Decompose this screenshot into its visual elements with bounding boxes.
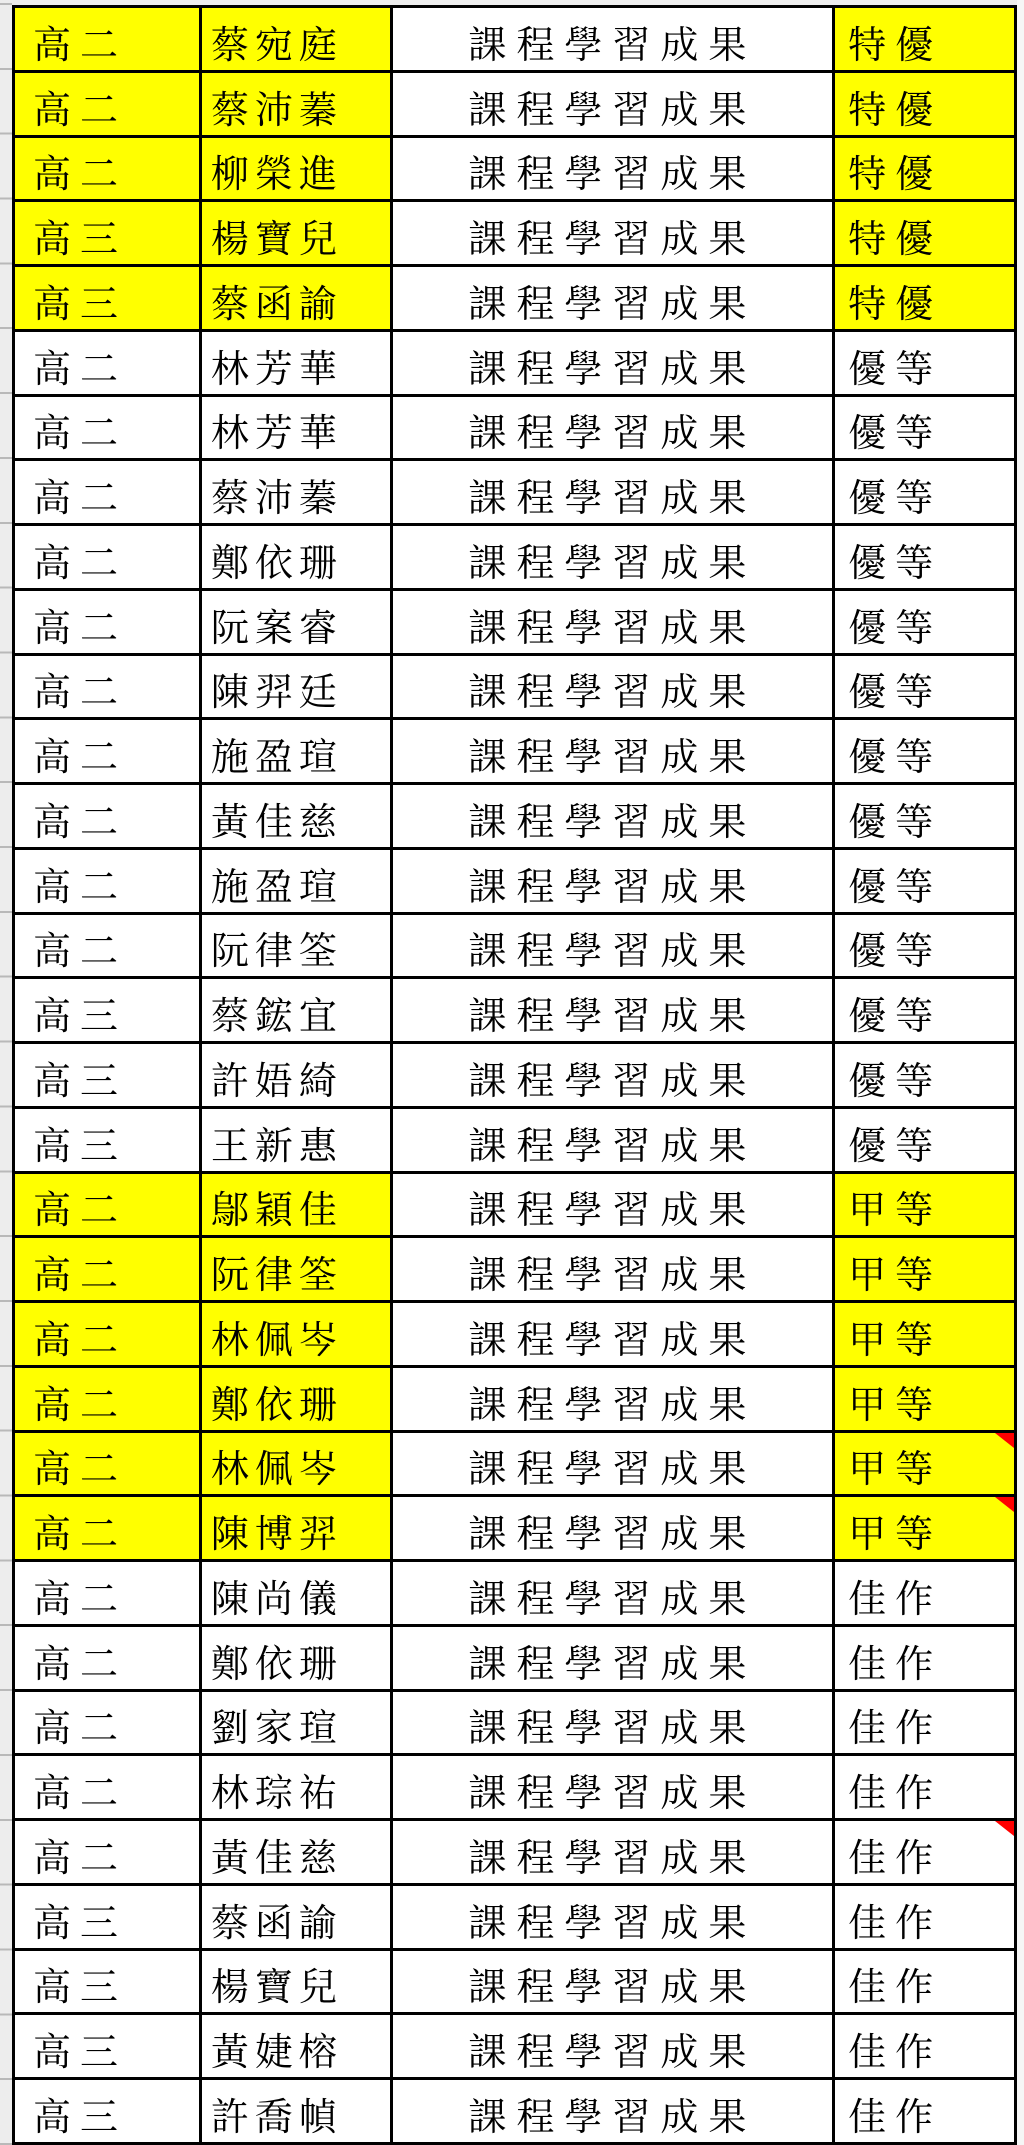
student-name-cell[interactable]: 鄭依珊 [202,1627,393,1689]
student-name-cell[interactable]: 林琮祐 [202,1756,393,1818]
award-cell[interactable]: 特優 [835,267,1014,329]
grade-cell[interactable]: 高二 [15,8,202,70]
award-cell[interactable]: 佳作 [835,1951,1014,2013]
award-cell[interactable]: 優等 [835,397,1014,459]
table-row [15,1303,1014,1368]
item-cell[interactable]: 課程學習成果 [393,1368,836,1430]
item-cell[interactable]: 課程學習成果 [393,915,836,977]
award-cell[interactable]: 優等 [835,461,1014,523]
student-name-cell[interactable]: 蔡宛庭 [202,8,393,70]
student-name-cell[interactable]: 林芳華 [202,397,393,459]
grade-cell[interactable]: 高二 [15,720,202,782]
student-name-cell[interactable]: 鄔穎佳 [202,1174,393,1236]
student-name-cell[interactable]: 蔡函諭 [202,1886,393,1948]
item-cell[interactable]: 課程學習成果 [393,461,836,523]
award-cell[interactable]: 優等 [835,785,1014,847]
award-cell[interactable]: 特優 [835,202,1014,264]
award-cell[interactable]: 佳作 [835,1886,1014,1948]
grade-cell[interactable]: 高二 [15,138,202,200]
item-cell[interactable]: 課程學習成果 [393,850,836,912]
table-row [15,1238,1014,1303]
grade-cell[interactable]: 高三 [15,267,202,329]
grade-cell[interactable]: 高二 [15,1238,202,1300]
table-row [15,850,1014,915]
student-name-cell[interactable]: 蔡函諭 [202,267,393,329]
award-cell[interactable]: 甲等 [835,1238,1014,1300]
sheet-right-margin [1017,0,1024,2145]
student-name-cell[interactable]: 蔡鋐宜 [202,979,393,1041]
item-cell[interactable]: 課程學習成果 [393,591,836,653]
student-name-cell[interactable]: 黃婕榕 [202,2015,393,2077]
award-cell[interactable]: 優等 [835,1109,1014,1171]
award-cell[interactable]: 優等 [835,979,1014,1041]
award-cell[interactable]: 特優 [835,138,1014,200]
comment-indicator-icon [995,1821,1014,1836]
grade-cell[interactable]: 高二 [15,397,202,459]
table-row [15,1886,1014,1951]
grade-cell[interactable]: 高二 [15,1497,202,1559]
table-row [15,915,1014,980]
award-cell[interactable]: 優等 [835,332,1014,394]
student-name-cell[interactable]: 林佩岑 [202,1433,393,1495]
comment-indicator-icon [995,1433,1014,1448]
grade-cell[interactable]: 高二 [15,1692,202,1754]
item-cell[interactable]: 課程學習成果 [393,1627,836,1689]
award-cell[interactable]: 甲等 [835,1368,1014,1430]
student-name-cell[interactable]: 黃佳慈 [202,1821,393,1883]
grade-cell[interactable]: 高三 [15,1044,202,1106]
award-cell[interactable]: 甲等 [835,1174,1014,1236]
student-name-cell[interactable]: 蔡沛蓁 [202,461,393,523]
sheet-left-margin [0,0,12,2145]
results-table [12,5,1017,2145]
table-row [15,73,1014,138]
grade-cell[interactable]: 高二 [15,915,202,977]
item-cell[interactable]: 課程學習成果 [393,656,836,718]
grade-cell[interactable]: 高三 [15,1109,202,1171]
grade-cell[interactable]: 高二 [15,1303,202,1365]
grade-cell[interactable]: 高二 [15,1562,202,1624]
award-cell[interactable]: 甲等 [835,1497,1014,1559]
table-row [15,591,1014,656]
item-cell[interactable]: 課程學習成果 [393,1044,836,1106]
award-cell[interactable]: 佳作 [835,1756,1014,1818]
table-row [15,1756,1014,1821]
table-row [15,461,1014,526]
item-cell[interactable]: 課程學習成果 [393,1886,836,1948]
item-cell[interactable]: 課程學習成果 [393,2015,836,2077]
table-row [15,656,1014,721]
table-row [15,397,1014,462]
grade-cell[interactable]: 高三 [15,202,202,264]
table-row [15,202,1014,267]
grade-cell[interactable]: 高二 [15,1433,202,1495]
grade-cell[interactable]: 高三 [15,1951,202,2013]
award-cell[interactable]: 佳作 [835,2080,1014,2142]
grade-cell[interactable]: 高二 [15,656,202,718]
table-row [15,1627,1014,1692]
award-cell[interactable]: 佳作 [835,1821,1014,1883]
grade-cell[interactable]: 高二 [15,850,202,912]
student-name-cell[interactable]: 鄭依珊 [202,1368,393,1430]
student-name-cell[interactable]: 許娪綺 [202,1044,393,1106]
item-cell[interactable]: 課程學習成果 [393,1238,836,1300]
grade-cell[interactable]: 高三 [15,2080,202,2142]
table-row [15,8,1014,73]
award-cell[interactable]: 甲等 [835,1433,1014,1495]
table-row [15,2080,1014,2142]
item-cell[interactable]: 課程學習成果 [393,1433,836,1495]
student-name-cell[interactable]: 陳尚儀 [202,1562,393,1624]
grade-cell[interactable]: 高二 [15,1627,202,1689]
table-row [15,1109,1014,1174]
item-cell[interactable]: 課程學習成果 [393,73,836,135]
table-row [15,1174,1014,1239]
student-name-cell[interactable]: 林佩岑 [202,1303,393,1365]
table-row [15,138,1014,203]
table-row [15,1821,1014,1886]
item-cell[interactable]: 課程學習成果 [393,1174,836,1236]
award-cell[interactable]: 特優 [835,8,1014,70]
item-cell[interactable]: 課程學習成果 [393,1109,836,1171]
grade-cell[interactable]: 高二 [15,1756,202,1818]
grade-cell[interactable]: 高二 [15,526,202,588]
grade-cell[interactable]: 高三 [15,2015,202,2077]
item-cell[interactable]: 課程學習成果 [393,1303,836,1365]
award-cell[interactable]: 甲等 [835,1303,1014,1365]
table-row [15,1368,1014,1433]
student-name-cell[interactable]: 阮律筌 [202,1238,393,1300]
award-cell[interactable]: 佳作 [835,2015,1014,2077]
table-row [15,979,1014,1044]
table-row [15,2015,1014,2080]
table-row [15,1433,1014,1498]
grade-cell[interactable]: 高二 [15,332,202,394]
grade-cell[interactable]: 高二 [15,785,202,847]
item-cell[interactable]: 課程學習成果 [393,2080,836,2142]
item-cell[interactable]: 課程學習成果 [393,332,836,394]
student-name-cell[interactable]: 施盈瑄 [202,720,393,782]
grade-cell[interactable]: 高二 [15,1821,202,1883]
student-name-cell[interactable]: 鄭依珊 [202,526,393,588]
award-cell[interactable]: 佳作 [835,1692,1014,1754]
student-name-cell[interactable]: 楊寶兒 [202,1951,393,2013]
table-row [15,720,1014,785]
table-row [15,1951,1014,2016]
table-row [15,1497,1014,1562]
item-cell[interactable]: 課程學習成果 [393,1821,836,1883]
table-row [15,332,1014,397]
item-cell[interactable]: 課程學習成果 [393,979,836,1041]
item-cell[interactable]: 課程學習成果 [393,1951,836,2013]
student-name-cell[interactable]: 許喬幀 [202,2080,393,2142]
student-name-cell[interactable]: 施盈瑄 [202,850,393,912]
grade-cell[interactable]: 高二 [15,591,202,653]
student-name-cell[interactable]: 林芳華 [202,332,393,394]
item-cell[interactable]: 課程學習成果 [393,526,836,588]
item-cell[interactable]: 課程學習成果 [393,785,836,847]
table-row [15,1044,1014,1109]
grade-cell[interactable]: 高二 [15,1368,202,1430]
award-cell[interactable]: 特優 [835,73,1014,135]
grade-cell[interactable]: 高二 [15,461,202,523]
student-name-cell[interactable]: 柳榮進 [202,138,393,200]
item-cell[interactable]: 課程學習成果 [393,1756,836,1818]
table-row [15,267,1014,332]
award-cell[interactable]: 優等 [835,1044,1014,1106]
grade-cell[interactable]: 高二 [15,1174,202,1236]
item-cell[interactable]: 課程學習成果 [393,202,836,264]
table-row [15,1562,1014,1627]
award-cell[interactable]: 佳作 [835,1562,1014,1624]
student-name-cell[interactable]: 阮案睿 [202,591,393,653]
student-name-cell[interactable]: 陳羿廷 [202,656,393,718]
student-name-cell[interactable]: 阮律筌 [202,915,393,977]
award-cell[interactable]: 優等 [835,915,1014,977]
award-cell[interactable]: 優等 [835,656,1014,718]
item-cell[interactable]: 課程學習成果 [393,8,836,70]
award-cell[interactable]: 佳作 [835,1627,1014,1689]
item-cell[interactable]: 課程學習成果 [393,1692,836,1754]
item-cell[interactable]: 課程學習成果 [393,267,836,329]
grade-cell[interactable]: 高二 [15,73,202,135]
item-cell[interactable]: 課程學習成果 [393,720,836,782]
table-row [15,526,1014,591]
student-name-cell[interactable]: 陳博羿 [202,1497,393,1559]
award-cell[interactable]: 優等 [835,850,1014,912]
grade-cell[interactable]: 高三 [15,1886,202,1948]
table-row [15,785,1014,850]
item-cell[interactable]: 課程學習成果 [393,138,836,200]
award-cell[interactable]: 優等 [835,526,1014,588]
grade-cell[interactable]: 高三 [15,979,202,1041]
student-name-cell[interactable]: 黃佳慈 [202,785,393,847]
item-cell[interactable]: 課程學習成果 [393,1497,836,1559]
award-cell[interactable]: 優等 [835,591,1014,653]
student-name-cell[interactable]: 王新惠 [202,1109,393,1171]
item-cell[interactable]: 課程學習成果 [393,397,836,459]
table-row [15,1692,1014,1757]
student-name-cell[interactable]: 蔡沛蓁 [202,73,393,135]
student-name-cell[interactable]: 楊寶兒 [202,202,393,264]
award-cell[interactable]: 優等 [835,720,1014,782]
student-name-cell[interactable]: 劉家瑄 [202,1692,393,1754]
comment-indicator-icon [995,1497,1014,1512]
item-cell[interactable]: 課程學習成果 [393,1562,836,1624]
